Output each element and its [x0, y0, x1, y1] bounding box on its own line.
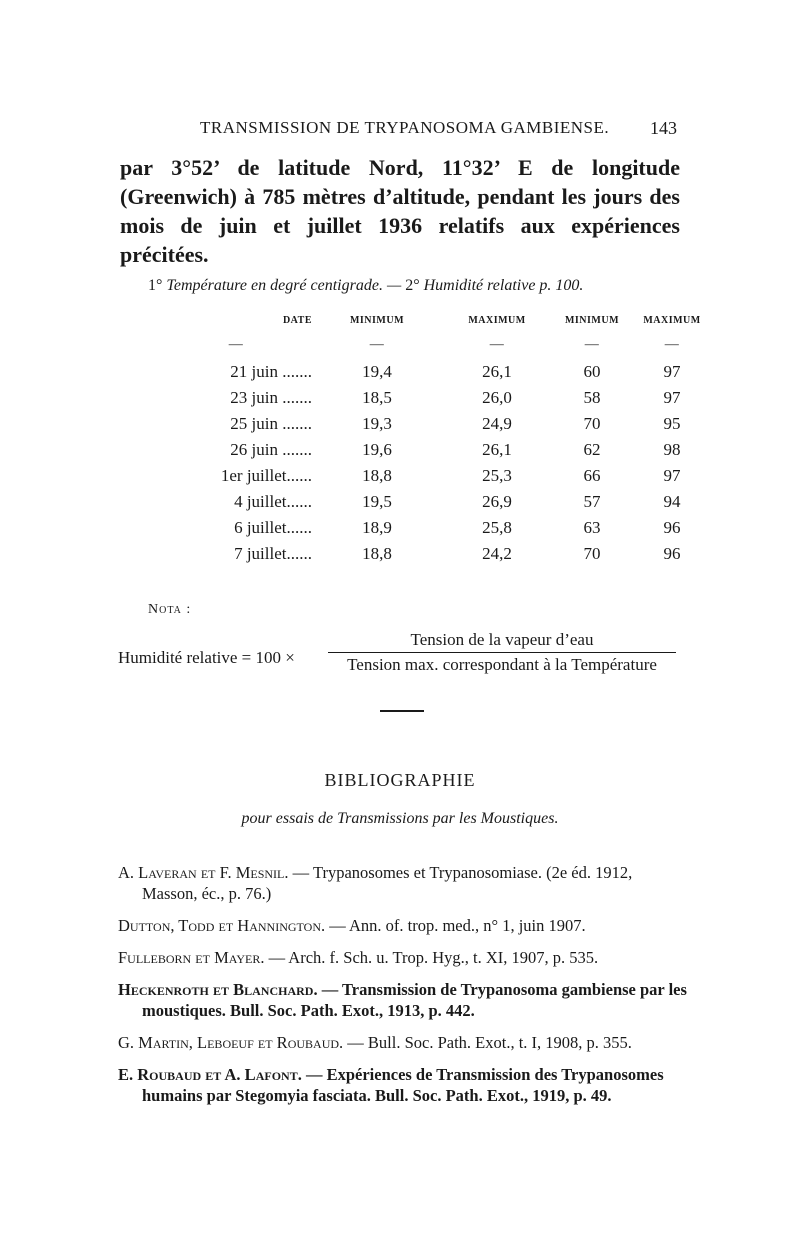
header-dash: —	[584, 337, 600, 352]
value-cell: 18,5	[362, 388, 392, 407]
reference-text: — Transmission de Trypanosoma gambiense par les moustiques. Bull. Soc. Path. Exot., 1913, p. 442.	[142, 980, 687, 1020]
value-cell: 57	[583, 492, 601, 511]
table-row	[160, 541, 712, 567]
table-row	[160, 359, 712, 385]
value-cell: 18,9	[362, 518, 392, 537]
reference-text: — Trypanosomes et Trypanosomiase. (2e éd. 1912, Masson, éc., p. 76.)	[142, 863, 633, 903]
caption-part1: Température en degré centigrade. —	[166, 277, 406, 294]
header-dash: —	[228, 337, 244, 352]
caption-part1-num: 1°	[148, 277, 163, 294]
reference-authors: Dutton, Todd et Hannington.	[118, 916, 326, 935]
value-cell: 98	[663, 440, 681, 459]
reference-item	[118, 979, 688, 1021]
table-row	[160, 411, 712, 437]
nota-label: Nota :	[148, 602, 192, 617]
value-cell: 19,6	[362, 440, 392, 459]
reference-authors: G. Martin, Leboeuf et Roubaud.	[118, 1033, 344, 1052]
header-dash: —	[664, 337, 680, 352]
date-cell: 26 juin .......	[230, 440, 312, 459]
value-cell: 26,1	[482, 362, 512, 381]
value-cell: 70	[583, 414, 601, 433]
table-row	[160, 385, 712, 411]
value-cell: 25,8	[482, 518, 512, 537]
value-cell: 62	[583, 440, 601, 459]
date-cell: 1er juillet......	[220, 466, 312, 485]
date-cell: 23 juin .......	[230, 388, 312, 407]
bibliography-title: BIBLIOGRAPHIE	[324, 770, 476, 790]
value-cell: 58	[583, 388, 601, 407]
value-cell: 26,1	[482, 440, 512, 459]
value-cell: 94	[663, 492, 681, 511]
table-body	[160, 359, 712, 567]
value-cell: 70	[583, 544, 601, 563]
table-row	[160, 463, 712, 489]
date-cell: 21 juin .......	[230, 362, 312, 381]
table-header: MINIMUM	[349, 315, 405, 326]
table-row	[160, 437, 712, 463]
value-cell: 96	[663, 544, 681, 563]
header-dash: —	[369, 337, 385, 352]
caption-part2: Humidité relative p. 100.	[423, 277, 584, 294]
value-cell: 97	[663, 466, 681, 485]
value-cell: 95	[663, 414, 681, 433]
table-header: MAXIMUM	[643, 315, 701, 326]
reference-text: — Arch. f. Sch. u. Trop. Hyg., t. XI, 1907, p. 535.	[264, 948, 599, 967]
caption-part2-num: 2°	[405, 277, 420, 294]
value-cell: 26,0	[482, 388, 512, 407]
value-cell: 24,9	[482, 414, 512, 433]
value-cell: 97	[663, 388, 681, 407]
reference-authors: A. Laveran et F. Mesnil.	[118, 863, 289, 882]
value-cell: 63	[583, 518, 601, 537]
weather-table	[160, 315, 712, 567]
date-cell: 4 juillet......	[234, 492, 312, 511]
value-cell: 24,2	[482, 544, 512, 563]
value-cell: 18,8	[362, 466, 392, 485]
value-cell: 18,8	[362, 544, 392, 563]
reference-item	[118, 915, 688, 936]
reference-text: — Expériences de Transmission des Trypanosomes humains par Stegomyia fasciata. Bull. Soc. Path. Exot., 1919, p. 49.	[142, 1065, 664, 1105]
date-cell: 25 juin .......	[230, 414, 312, 433]
value-cell: 19,4	[362, 362, 392, 381]
value-cell: 97	[663, 362, 681, 381]
date-cell: 7 juillet......	[234, 544, 312, 563]
table-caption	[148, 277, 583, 295]
value-cell: 19,5	[362, 492, 392, 511]
value-cell: 26,9	[482, 492, 512, 511]
reference-item	[118, 1032, 688, 1053]
formula-numerator: Tension de la vapeur d’eau	[328, 630, 676, 653]
date-cell: 6 juillet......	[234, 518, 312, 537]
table-header: MINIMUM	[564, 315, 620, 326]
value-cell: 25,3	[482, 466, 512, 485]
bibliography-subtitle: pour essais de Transmissions par les Moustiques.	[241, 810, 559, 827]
formula-denominator: Tension max. correspondant à la Température	[347, 655, 657, 674]
formula-lhs: Humidité relative = 100 ×	[118, 648, 295, 667]
section-divider	[380, 710, 424, 712]
running-title: TRANSMISSION DE TRYPANOSOMA GAMBIENSE.	[200, 118, 610, 137]
value-cell: 60	[583, 362, 601, 381]
reference-list	[118, 862, 688, 1117]
reference-text: — Bull. Soc. Path. Exot., t. I, 1908, p. 355.	[343, 1033, 632, 1052]
formula-fraction	[328, 630, 676, 675]
table-row	[160, 489, 712, 515]
table-row	[160, 515, 712, 541]
value-cell: 96	[663, 518, 681, 537]
header-dash: —	[489, 337, 505, 352]
page-number: 143	[650, 118, 677, 138]
table-header: MAXIMUM	[468, 315, 526, 326]
reference-item	[118, 1064, 688, 1106]
reference-text: — Ann. of. trop. med., n° 1, juin 1907.	[325, 916, 586, 935]
intro-paragraph: par 3°52’ de latitude Nord, 11°32’ E de longitude (Greenwich) à 785 mètres d’altitude, pendant les jours des mois de juin et juillet 1936 relatifs aux expériences précitées.	[120, 155, 680, 267]
table-header: DATE	[282, 315, 312, 326]
reference-authors: Fulleborn et Mayer.	[118, 948, 265, 967]
reference-item	[118, 862, 688, 904]
value-cell: 66	[583, 466, 601, 485]
value-cell: 19,3	[362, 414, 392, 433]
reference-authors: Heckenroth et Blanchard.	[118, 980, 318, 999]
reference-item	[118, 947, 688, 968]
reference-authors: E. Roubaud et A. Lafont.	[118, 1065, 302, 1084]
